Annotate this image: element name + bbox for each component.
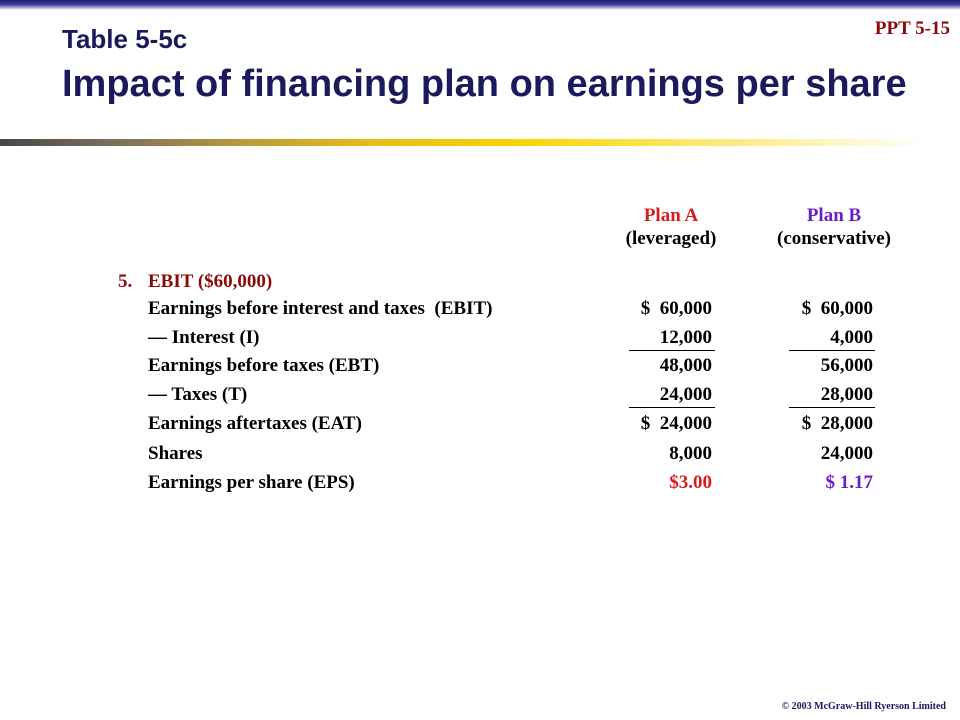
table-row-eat — [0, 413, 960, 441]
row-label: Earnings per share (EPS) — [148, 472, 355, 493]
table-row-shares — [0, 443, 960, 471]
subtotal-rule — [789, 407, 875, 408]
plan-b-value: 4,000 — [830, 327, 873, 348]
row-label: — Interest (I) — [148, 327, 260, 348]
table-row-taxes — [0, 384, 960, 412]
section-title: EBIT ($60,000) — [148, 271, 273, 292]
title-divider — [0, 139, 930, 146]
subtotal-rule — [789, 350, 875, 351]
plan-a-value: 24,000 — [659, 384, 712, 405]
plan-b-value: $ 28,000 — [801, 413, 873, 434]
plan-b-header — [753, 204, 915, 250]
table-row-eps — [0, 472, 960, 500]
row-label: Earnings before interest and taxes (EBIT) — [148, 298, 493, 319]
row-label: Earnings before taxes (EBT) — [148, 355, 380, 376]
row-label: Earnings aftertaxes (EAT) — [148, 413, 362, 434]
copyright-notice: © 2003 McGraw-Hill Ryerson Limited — [781, 701, 946, 712]
plan-a-eps-value: $3.00 — [669, 472, 712, 493]
table-row-ebt — [0, 355, 960, 383]
section-number: 5. — [118, 271, 133, 292]
plan-a-value: 48,000 — [659, 355, 712, 376]
slide-number-label: PPT 5-15 — [874, 18, 950, 39]
table-reference-title: Table 5-5c — [62, 24, 188, 54]
top-color-band — [0, 0, 960, 10]
subtotal-rule — [629, 350, 715, 351]
plan-a-header — [602, 204, 740, 250]
page-title: Impact of financing plan on earnings per share — [62, 63, 907, 105]
plan-b-eps-value: $ 1.17 — [825, 472, 873, 493]
plan-b-subtitle: (conservative) — [777, 228, 891, 249]
plan-b-value: 56,000 — [820, 355, 873, 376]
plan-a-value: $ 60,000 — [640, 298, 712, 319]
plan-b-value: 28,000 — [820, 384, 873, 405]
table-row-interest — [0, 327, 960, 355]
row-label: — Taxes (T) — [148, 384, 248, 405]
plan-a-name: Plan A — [643, 205, 699, 226]
plan-a-value: $ 24,000 — [640, 413, 712, 434]
plan-b-value: $ 60,000 — [801, 298, 873, 319]
plan-b-name: Plan B — [806, 205, 862, 226]
plan-b-value: 24,000 — [820, 443, 873, 464]
plan-a-value: 12,000 — [659, 327, 712, 348]
table-row-ebit — [0, 298, 960, 326]
plan-a-subtitle: (leveraged) — [625, 228, 717, 249]
plan-a-value: 8,000 — [669, 443, 712, 464]
row-label: Shares — [148, 443, 203, 464]
subtotal-rule — [629, 407, 715, 408]
